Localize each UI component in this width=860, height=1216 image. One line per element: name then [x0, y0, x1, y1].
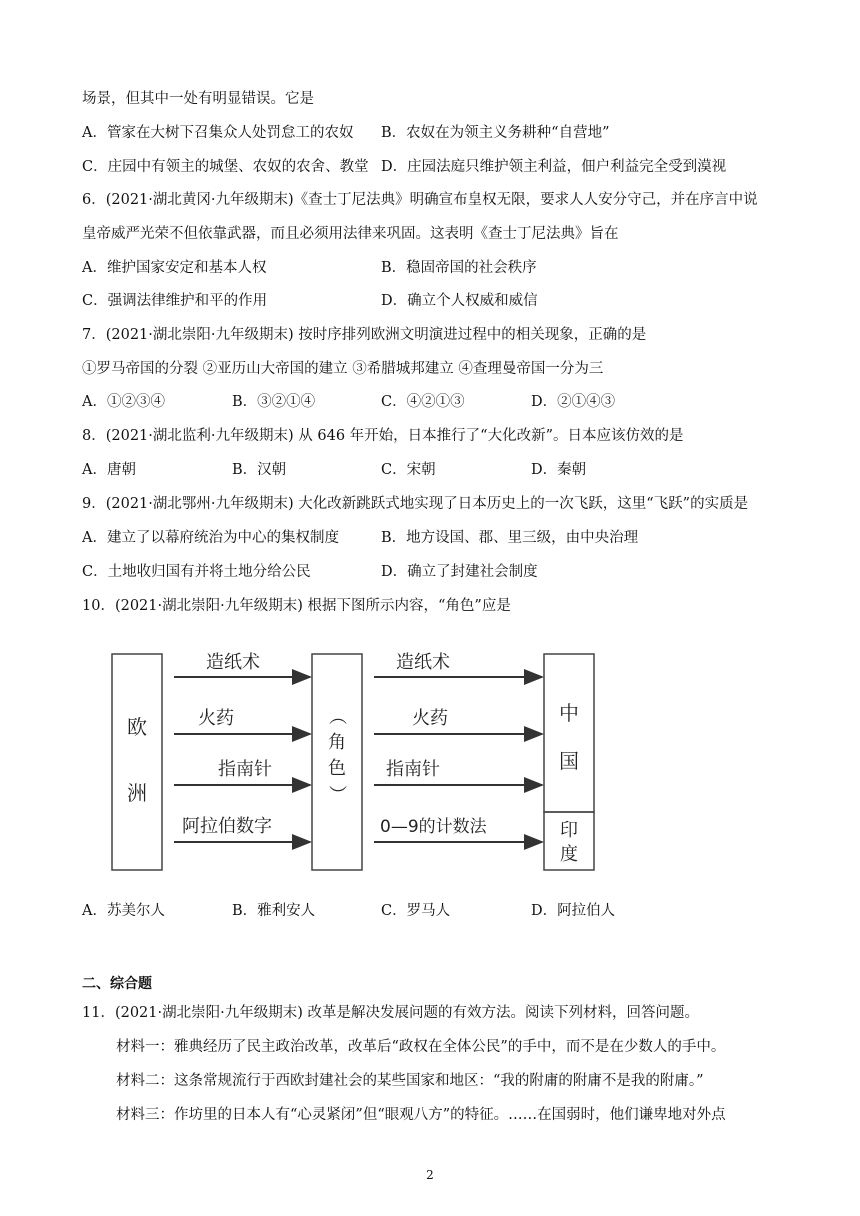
question-5-intro-tail: 场景，但其中一处有明显错误。它是 — [82, 91, 314, 107]
left-label-papermaking: 造纸术 — [206, 652, 260, 673]
role-label — [326, 707, 347, 803]
q5-option-b: B．农奴在为领主义务耕种“自营地” — [381, 125, 610, 141]
q10-stem: 10．(2021·湖北崇阳·九年级期末) 根据下图所示内容，“角色”应是 — [82, 598, 511, 614]
transmission-diagram — [102, 644, 602, 876]
europe-box — [112, 654, 162, 870]
q8-option-b: B．汉朝 — [232, 462, 287, 478]
q7-option-b: B．③②①④ — [232, 394, 316, 410]
q7-option-d: D．②①④③ — [531, 394, 616, 410]
q6-stem-line-1: 6．(2021·湖北黄冈·九年级期末)《查士丁尼法典》明确宣布皇权无限，要求人人安分守己，并在序言中说 — [82, 192, 758, 208]
left-label-compass: 指南针 — [218, 759, 272, 780]
q8-option-c: C．宋朝 — [381, 462, 436, 478]
q9-option-b: B．地方设国、郡、里三级，由中央治理 — [381, 530, 639, 546]
q9-option-d: D．确立了封建社会制度 — [381, 564, 538, 580]
right-label-gunpowder: 火药 — [412, 708, 448, 729]
q10-option-d: D．阿拉伯人 — [531, 903, 616, 919]
role-label-char: ） — [326, 785, 347, 803]
role-label-char: （ — [326, 707, 347, 725]
q5-option-d: D．庄园法庭只维护领主利益，佃户利益完全受到漠视 — [381, 159, 727, 175]
q6-option-d: D．确立个人权威和威信 — [381, 293, 538, 309]
role-label-char: 色 — [328, 758, 346, 779]
q5-option-c: C．庄园中有领主的城堡、农奴的农舍、教堂 — [82, 159, 369, 175]
q7-stem-line-1: 7．(2021·湖北崇阳·九年级期末) 按时序排列欧洲文明演进过程中的相关现象，正确的是 — [82, 327, 647, 343]
q10-option-b: B．雅利安人 — [232, 903, 316, 919]
q5-option-a: A．管家在大树下召集众人处罚怠工的农奴 — [82, 125, 354, 141]
q9-stem: 9．(2021·湖北鄂州·九年级期末) 大化改新跳跃式地实现了日本历史上的一次飞跃，这里“飞跃”的实质是 — [82, 496, 749, 512]
china-box — [544, 654, 594, 812]
china-label-char-2: 国 — [559, 749, 579, 773]
left-label-gunpowder: 火药 — [198, 708, 234, 729]
q10-option-a: A．苏美尔人 — [82, 903, 165, 919]
europe-label-char-2: 洲 — [127, 781, 147, 805]
india-label-char-1: 印 — [560, 820, 578, 841]
china-label-char-1: 中 — [559, 701, 579, 725]
q8-option-d: D．秦朝 — [531, 462, 587, 478]
q10-option-c: C．罗马人 — [381, 903, 451, 919]
section-heading-comprehensive: 二、综合题 — [82, 976, 152, 992]
right-label-papermaking: 造纸术 — [396, 652, 450, 673]
q11-stem: 11．(2021·湖北崇阳·九年级期末) 改革是解决发展问题的有效方法。阅读下列材料，回答问题。 — [82, 1005, 699, 1021]
q9-option-a: A．建立了以幕府统治为中心的集权制度 — [82, 530, 339, 546]
q7-option-a: A．①②③④ — [82, 394, 165, 410]
q6-option-c: C．强调法律维护和平的作用 — [82, 293, 268, 309]
q8-stem: 8．(2021·湖北监利·九年级期末) 从 646 年开始，日本推行了“大化改新”。日本应该仿效的是 — [82, 428, 684, 444]
right-label-compass: 指南针 — [386, 759, 440, 780]
right-label-counting-method: 0—9的计数法 — [380, 817, 487, 837]
europe-label-char-1: 欧 — [127, 715, 147, 739]
q7-option-c: C．④②①③ — [381, 394, 465, 410]
q6-stem-line-2: 皇帝威严光荣不但依靠武器，而且必须用法律来巩固。这表明《查士丁尼法典》旨在 — [82, 226, 619, 242]
india-label-char-2: 度 — [560, 844, 578, 865]
q6-option-b: B．稳固帝国的社会秩序 — [381, 260, 537, 276]
q11-material-3: 材料三：作坊里的日本人有“心灵紧闭”但“眼观八方”的特征。……在国弱时，他们谦卑地对外点 — [116, 1107, 726, 1123]
q9-option-c: C．土地收归国有并将土地分给公民 — [82, 564, 311, 580]
q11-material-1: 材料一：雅典经历了民主政治改革，改革后“政权在全体公民”的手中，而不是在少数人的手中。 — [116, 1039, 726, 1055]
q8-option-a: A．唐朝 — [82, 462, 136, 478]
page-number: 2 — [426, 1168, 434, 1182]
q7-stem-line-2: ①罗马帝国的分裂 ②亚历山大帝国的建立 ③希腊城邦建立 ④查理曼帝国一分为三 — [82, 361, 604, 377]
left-label-arabic-numerals: 阿拉伯数字 — [182, 816, 272, 837]
role-label-char: 角 — [328, 732, 346, 753]
q11-material-2: 材料二：这条常规流行于西欧封建社会的某些国家和地区：“我的附庸的附庸不是我的附庸。” — [116, 1073, 704, 1089]
q6-option-a: A．维护国家安定和基本人权 — [82, 260, 267, 276]
